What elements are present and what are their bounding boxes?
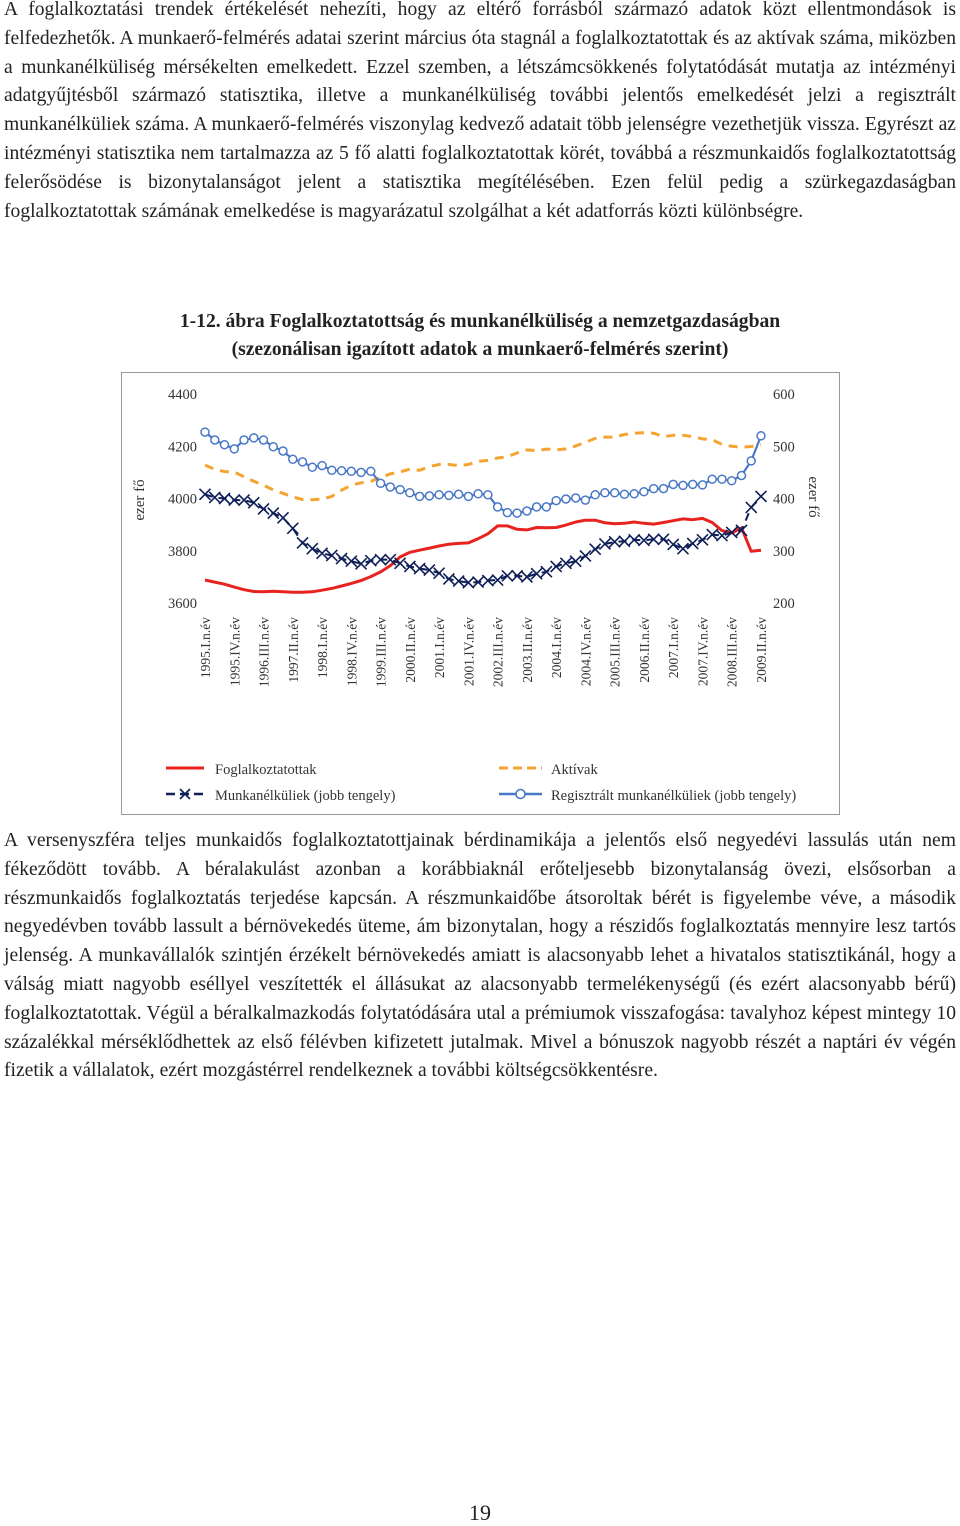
y-tick-left: 3600: [168, 596, 197, 612]
regisztralt-point: [406, 489, 414, 497]
regisztralt-point: [689, 480, 697, 488]
regisztralt-point: [542, 503, 550, 511]
regisztralt-point: [328, 466, 336, 474]
regisztralt-point: [347, 467, 355, 475]
regisztralt-point: [660, 485, 668, 493]
regisztralt-point: [201, 428, 209, 436]
legend-label-regisztralt: Regisztrált munkanélküliek (jobb tengely): [551, 788, 797, 804]
y-tick-left: 4200: [168, 439, 197, 456]
x-tick-label: 2004.I.n.év: [549, 617, 565, 679]
regisztralt-point: [503, 509, 511, 517]
y-tick-right: 300: [773, 543, 795, 560]
regisztralt-point: [357, 468, 365, 476]
y-tick-left: 3800: [168, 543, 197, 560]
x-tick-label: 1997.II.n.év: [285, 617, 301, 683]
regisztralt-point: [367, 467, 375, 475]
regisztralt-point: [269, 443, 277, 451]
regisztralt-point: [562, 495, 570, 503]
regisztralt-point: [718, 475, 726, 483]
regisztralt-point: [445, 491, 453, 499]
x-tick-label: 2005.III.n.év: [607, 617, 623, 688]
regisztralt-point: [699, 481, 707, 489]
legend-label-foglalkoztatottak: Foglalkoztatottak: [215, 762, 317, 778]
regisztralt-point: [279, 447, 287, 455]
figure-caption-line2: (szezonálisan igazított adatok a munkaerő-felmérés szerint): [231, 339, 729, 360]
figure-caption-line1: 1-12. ábra Foglalkoztatottság és munkanélküliség a nemzetgazdaságban: [179, 311, 781, 332]
regisztralt-point: [552, 497, 560, 505]
regisztralt-point: [425, 492, 433, 500]
employment-chart: [121, 372, 841, 816]
regisztralt-point: [533, 503, 541, 511]
regisztralt-point: [474, 490, 482, 498]
paragraph-top: [4, 0, 956, 226]
regisztralt-point: [708, 475, 716, 483]
regisztralt-point: [630, 490, 638, 498]
paragraph-top-text: A foglalkoztatási trendek értékelését nehezíti, hogy az eltérő forrásból származó adatok közt ellentmondások is felfedezhetők. A munkaerő-felmérés adatai szerint március óta stagnál a foglalkoztatottak és az aktívak száma, miközben a munkanélküliség mérsékelten emelkedett. Ezzel szemben, a létszámcsökkenés folytatódását mutatja az intézményi adatgyűjtésből származó statisztika, illetve a munkanélküliség további jelentős emelkedését jelzi a regisztrált munkanélküliek száma. A munkaerő-felmérés viszonylag kedvező adatait több jelenségre vezethetjük vissza. Egyrészt az intézményi statisztika nem tartalmazza az 5 fő alatti foglalkoztatottak körét, továbbá a részmunkaidős foglalkoztatottság felerősödése is bizonytalanságot jelent a statisztika megítélésében. Ezen felül pedig a szürkegazdaságban foglalkoztatottak számának emelkedése is magyarázatul szolgálhat a két adatforrás közti különbségre.: [4, 0, 956, 222]
figure-caption: [0, 308, 960, 364]
page-number: 19: [469, 1500, 491, 1525]
regisztralt-point: [318, 462, 326, 470]
x-tick-label: 2002.III.n.év: [490, 617, 506, 688]
legend-label-aktivak: Aktívak: [551, 762, 598, 778]
regisztralt-point: [338, 467, 346, 475]
regisztralt-point: [572, 494, 580, 502]
regisztralt-point: [747, 457, 755, 465]
regisztralt-point: [669, 480, 677, 488]
x-tick-label: 1995.I.n.év: [198, 617, 213, 679]
regisztralt-point: [484, 491, 492, 499]
x-tick-label: 2006.II.n.év: [636, 617, 652, 683]
regisztralt-point: [221, 441, 229, 449]
y-tick-right: 200: [773, 596, 795, 612]
y-axis-label-left: ezer fő: [132, 479, 148, 521]
regisztralt-point: [523, 507, 531, 515]
x-tick-label: 1995.IV.n.év: [227, 617, 243, 687]
regisztralt-point: [455, 490, 463, 498]
x-tick-label: 2008.III.n.év: [724, 617, 740, 688]
regisztralt-point: [640, 488, 648, 496]
regisztralt-point: [211, 436, 219, 444]
x-tick-label: 2003.II.n.év: [519, 617, 535, 683]
y-tick-left: 4400: [168, 387, 197, 403]
paragraph-bottom: [4, 827, 956, 1086]
x-tick-label: 1998.I.n.év: [315, 617, 331, 679]
regisztralt-point: [591, 491, 599, 499]
regisztralt-point: [620, 490, 628, 498]
regisztralt-point: [728, 477, 736, 485]
y-tick-right: 600: [773, 387, 795, 403]
regisztralt-point: [601, 489, 609, 497]
regisztralt-point: [611, 489, 619, 497]
regisztralt-point: [260, 436, 268, 444]
x-tick-label: 1998.IV.n.év: [344, 617, 360, 687]
y-tick-right: 500: [773, 439, 795, 456]
regisztralt-point: [250, 434, 258, 442]
regisztralt-point: [289, 455, 297, 463]
legend-label-munkanelkuliek: Munkanélküliek (jobb tengely): [215, 788, 396, 804]
x-tick-label: 2001.I.n.év: [432, 617, 448, 679]
regisztralt-point: [377, 479, 385, 487]
x-tick-label: 2009.II.n.év: [754, 617, 769, 683]
y-tick-left: 4000: [168, 491, 197, 508]
regisztralt-point: [650, 485, 658, 493]
regisztralt-point: [494, 503, 502, 511]
regisztralt-point: [435, 491, 443, 499]
regisztralt-point: [230, 445, 238, 453]
legend-marker-regisztralt: [516, 790, 525, 799]
regisztralt-point: [738, 472, 746, 480]
x-tick-label: 2007.IV.n.év: [695, 617, 711, 687]
regisztralt-point: [757, 432, 765, 440]
x-tick-label: 2001.IV.n.év: [461, 617, 477, 687]
chart-frame: [122, 373, 840, 815]
regisztralt-point: [240, 436, 248, 444]
regisztralt-point: [386, 483, 394, 491]
regisztralt-point: [679, 481, 687, 489]
x-tick-label: 1996.III.n.év: [256, 617, 272, 688]
regisztralt-point: [299, 458, 307, 466]
paragraph-bottom-text: A versenyszféra teljes munkaidős foglalkoztatottjainak bérdinamikája a jelentős első negyedévi lassulás után nem fékeződött tovább. A béralakulást azonban a korábbiaknál erőteljesebb bizonytalanság övezi, elsősorban a részmunkaidős foglalkoztatás terjedése kapcsán. A részmunkaidőbe átsoroltak bérét is figyelembe véve, a második negyedévben tovább lassult a bérnövekedés üteme, ám bizonytalan, hogy a részidős foglalkoztatás mennyire lesz tartós jelenség. A munkavállalók szintjén érzékelt bérnövekedés amiatt is alacsonyabb lehet a hivatalos statisztikánál, hogy a válság miatt nagyobb eséllyel veszítették el állásukat az alacsonyabb termelékenységű (és ezért alacsonyabb bérű) foglalkoztatottak. Végül a béralkalmazkodás folytatódására utal a prémiumok visszafogása: tavalyhoz képest mintegy 10 százalékkal mérséklődhettek az első félévben kifizetett jutalmak. Mivel a bónuszok nagyobb részét a naptári év végén fizetik a vállalatok, ezért mozgástérrel rendelkeznek a további költségcsökkentésre.: [4, 830, 956, 1082]
regisztralt-point: [581, 496, 589, 504]
x-tick-label: 2004.IV.n.év: [578, 617, 594, 687]
x-tick-label: 2000.II.n.év: [402, 617, 418, 683]
y-tick-right: 400: [773, 491, 795, 508]
regisztralt-point: [396, 486, 404, 494]
regisztralt-point: [308, 463, 316, 471]
y-axis-label-right: ezer fő: [805, 476, 821, 518]
regisztralt-point: [416, 492, 424, 500]
regisztralt-point: [513, 509, 521, 517]
x-tick-label: 1999.III.n.év: [373, 617, 389, 688]
regisztralt-point: [464, 492, 472, 500]
x-tick-label: 2007.I.n.év: [666, 617, 682, 679]
